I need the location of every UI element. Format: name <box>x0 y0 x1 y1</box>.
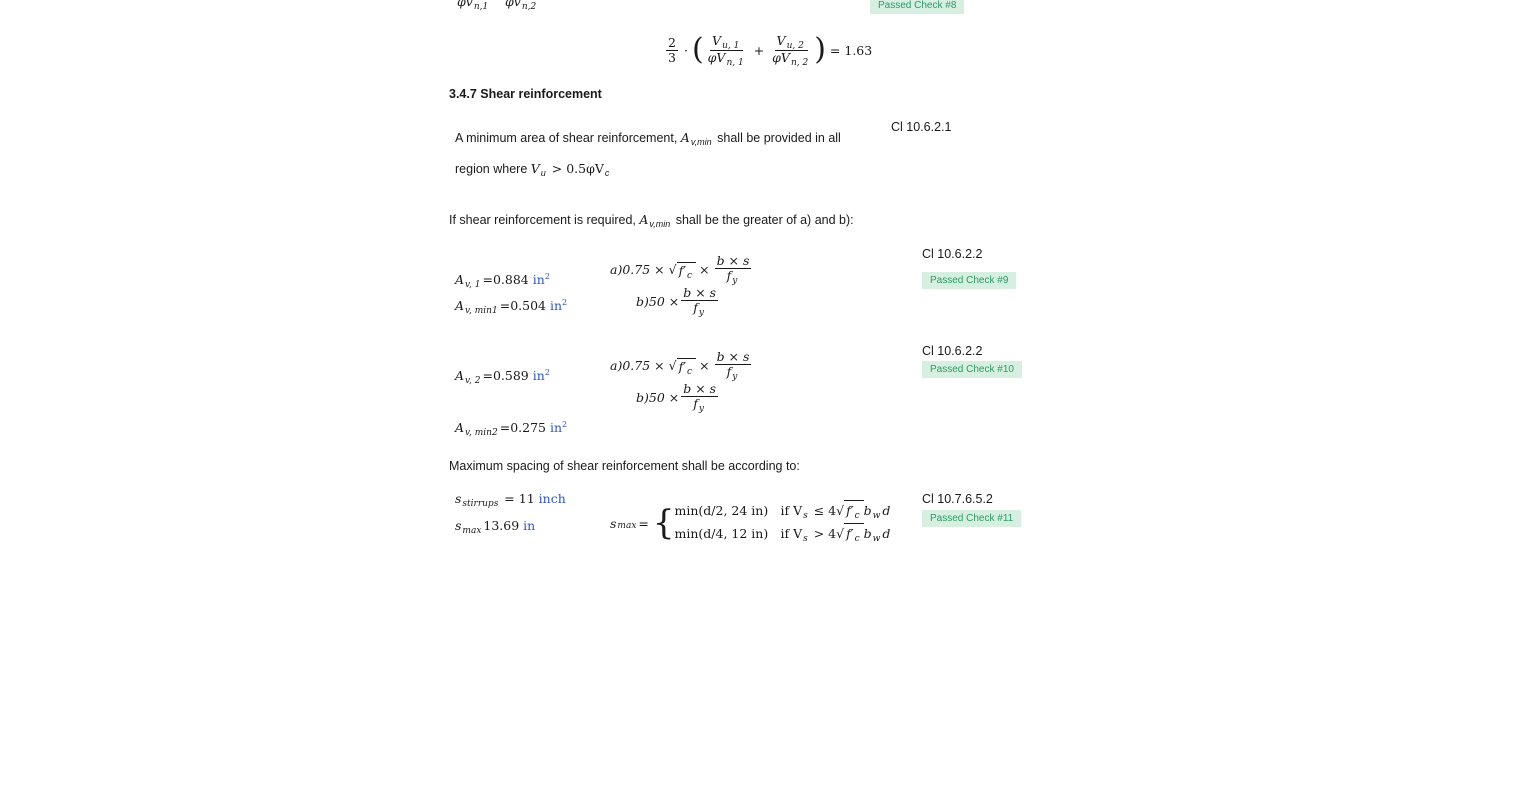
passed-check-11-badge: Passed Check #11 <box>922 510 1021 527</box>
left-brace: { <box>652 503 675 543</box>
passed-check-8-badge: Passed Check #8 <box>870 0 964 14</box>
open-paren: ( <box>691 32 704 67</box>
block1-formula-a: a)0.75 × √ $f'_c$ × $\frac{b \times s}{f_y}$ <box>610 253 750 286</box>
clause-10-6-2-1: Cl 10.6.2.1 <box>891 120 952 134</box>
ratio-result: = 1.63 <box>829 42 873 58</box>
dot-operator: · <box>683 42 688 58</box>
s-stirrups-value: $s_{stirrups} = 11$ inch <box>455 491 566 509</box>
passed-check-10-badge: Passed Check #10 <box>922 361 1022 378</box>
av2-value: $A_{v, 2} =0.589$ $in^2$ <box>455 368 550 386</box>
two-thirds-fraction: $\frac{2}{3}$ <box>668 34 676 65</box>
avmin2-value: $A_{v, min2} =0.275$ $in^2$ <box>455 420 568 438</box>
smax-piecewise: s max = { min(d/2, 24 in) if $V_s \le 4√$ $f'_c$ $b_w$ d min(d/4, 12 in) if $V_s > 4√$ $f'_c$ $b_w$ d <box>610 500 890 546</box>
intro-line-1: A minimum area of shear reinforcement, $A_{v,min}$ shall be provided in all <box>455 130 841 147</box>
section-title: 3.4.7 Shear reinforcement <box>449 87 602 101</box>
block2-formula-a: a)0.75 × √ $f'_c$ × $\frac{b \times s}{f_y}$ <box>610 349 750 382</box>
piecewise-case-1: min(d/2, 24 in) if $V_s \le 4√$ $f'_c$ $b_w$ d <box>675 500 891 523</box>
block1-formula-b: b)50 × $\frac{b \times s}{f_y}$ <box>636 285 717 318</box>
avmin1-value: $A_{v, min1} =0.504$ $in^2$ <box>455 298 568 316</box>
spacing-intro: Maximum spacing of shear reinforcement shall be according to: <box>449 459 800 473</box>
vu2-over-phivn2: $\frac{V_{u, 2}}{\varphi V_{n, 2}}$ <box>772 32 809 68</box>
piecewise-case-2: min(d/4, 12 in) if $V_s > 4√$ $f'_c$ $b_w$ d <box>675 523 891 546</box>
plus-operator: + <box>753 42 765 58</box>
ratio-equation <box>664 30 872 70</box>
clause-block2: Cl 10.6.2.2 <box>922 344 983 358</box>
greater-of-line: If shear reinforcement is required, $A_{v,min}$ shall be the greater of a) and b): <box>449 212 854 229</box>
clause-10-7-6-5-2: Cl 10.7.6.5.2 <box>922 492 993 506</box>
s-max-value: $s_{max}$ 13.69 in <box>455 518 536 536</box>
clause-block1: Cl 10.6.2.2 <box>922 247 983 261</box>
block2-formula-b: b)50 × $\frac{b \times s}{f_y}$ <box>636 381 717 414</box>
phi-vn1-header: $\varphi v_{n,1}$ <box>457 0 489 12</box>
passed-check-9-badge: Passed Check #9 <box>922 272 1016 289</box>
close-paren: ) <box>814 32 826 67</box>
av1-value: $A_{v, 1} =0.884$ $in^2$ <box>455 272 550 290</box>
vu1-over-phivn1: $\frac{V_{u, 1}}{\varphi V_{n, 1}}$ <box>707 32 744 68</box>
phi-vn2-header: $\varphi v_{n,2}$ <box>505 0 537 12</box>
intro-line-2: region where $V_u > 0.5\varphi V_c$ <box>455 161 610 178</box>
